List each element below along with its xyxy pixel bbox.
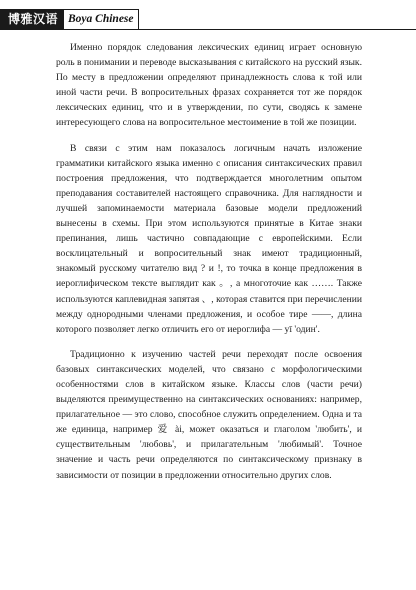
- paragraph: Традиционно к изучению частей речи переходят после освоения базовых синтаксических моделей, что связано с морфологическими особенностями слов в китайском языке. Классы слов (части речи) выделяются преимущественно на синтаксических основаниях: например, прилагательное — это слово, способное служить определением. Одна и та же единица, например 爱 ài, может оказаться и глаголом 'любить', и существительным 'любовь', и прилагательным 'любимый'. Точное значение и часть речи определяются по синтаксическому признаку в зависимости от позиции в предложении относительно других слов.: [56, 348, 362, 481]
- paragraph: Именно порядок следования лексических единиц играет основную роль в понимании и переводе высказывания с китайского на русский язык. По месту в предложении определяют принадлежность слова к той или иной части речи. В вопросительных фразах сохраняется тот же порядок лексических единиц, что и в утверждении, по сути, сводясь к замене интересующего слова на вопросительное местоимение в той же позиции.: [56, 42, 362, 129]
- header-title-english: Boya Chinese: [64, 9, 139, 30]
- page-body: [56, 40, 362, 493]
- header-title-chinese: 博雅汉语: [0, 9, 64, 30]
- header-rule: [0, 29, 416, 30]
- paragraph: В связи с этим нам показалось логичным начать изложение грамматики китайского языка именно с описания синтаксических правил построения предложения, что подтверждается многолетним опытом преподавания составителей настоящего справочника. Для наглядности и лучшей запоминаемости материала базовые модели предложений вынесены в схемы. При этом используются принятые в Китае знаки препинания, лишь частично совпадающие с европейскими. Если восклицательный и вопросительный знак имеют традиционный, знакомый русскому читателю вид ? и !, то точка в конце предложения в иероглифическом тексте выглядит как 。, а многоточие как ……. Также используются каплевидная запятая 、, которая ставится при перечислении между однородными членами предложения, и особое тире ——, длина которого позволяет легко отличить его от иероглифа — yī 'один'.: [56, 142, 362, 335]
- running-header: [0, 9, 139, 30]
